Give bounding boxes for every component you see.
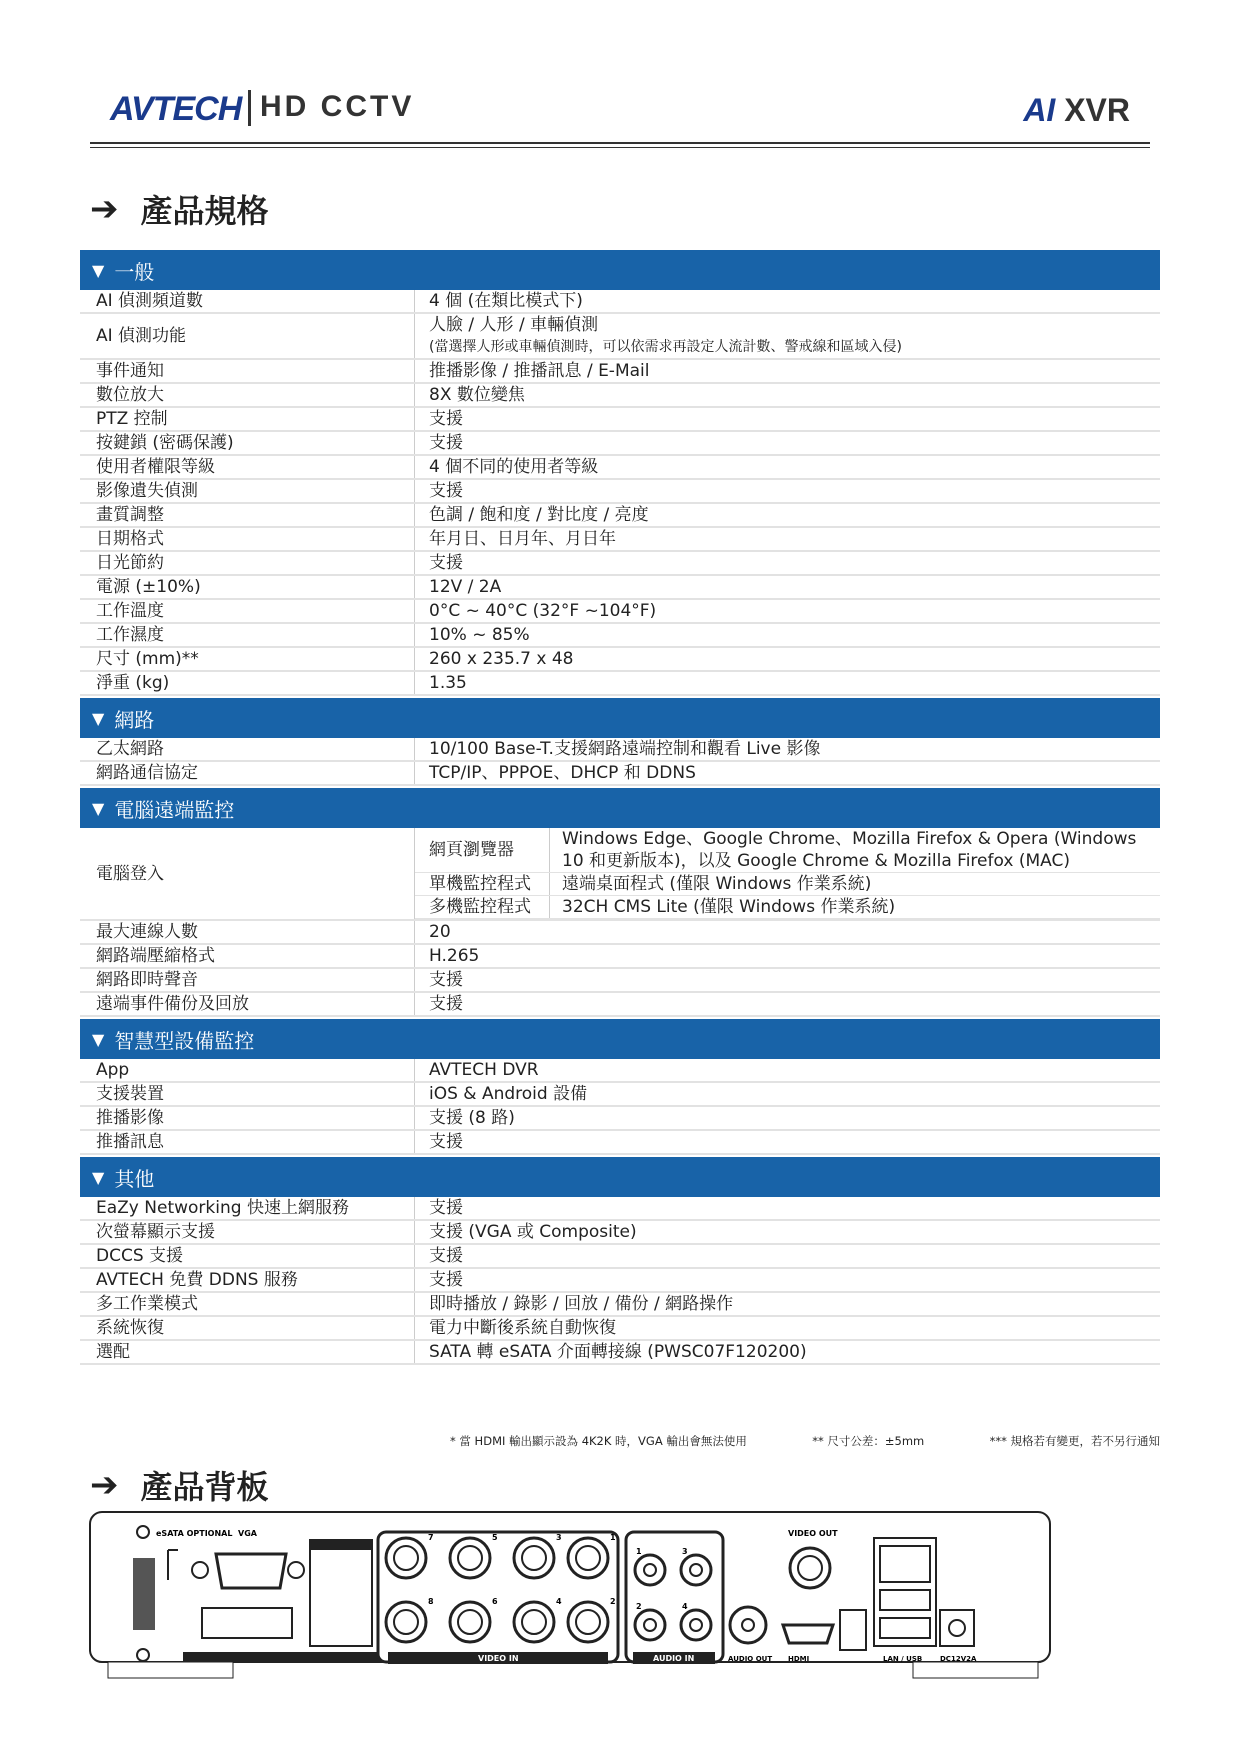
footnote-2: ** 尺寸公差：±5mm — [812, 1434, 925, 1448]
spec-value: 4 個 (在類比模式下) — [429, 291, 583, 311]
spec-value: 4 個不同的使用者等級 — [429, 457, 599, 477]
video-out-label: VIDEO OUT — [788, 1529, 838, 1538]
spec-row — [80, 1293, 1160, 1317]
spec-key: DCCS 支援 — [80, 1245, 415, 1267]
triangle-down-icon: ▼ — [92, 798, 105, 818]
channel-number: 7 — [428, 1533, 434, 1542]
spec-key: AVTECH 免費 DDNS 服務 — [80, 1269, 415, 1291]
audio-channel-number: 2 — [636, 1602, 642, 1611]
spec-key: 工作濕度 — [80, 624, 415, 646]
spec-row — [80, 480, 1160, 504]
ai-xvr-logo: AI XVR — [1023, 92, 1130, 128]
spec-title: ➔ 產品規格 — [90, 189, 269, 230]
dc-label: DC12V2A — [940, 1655, 977, 1663]
spec-row — [80, 1317, 1160, 1341]
sub-row — [415, 896, 1160, 919]
spec-key: 最大連線人數 — [80, 921, 415, 943]
spec-value: 支援 — [429, 970, 463, 990]
spec-row — [80, 738, 1160, 762]
spec-key: 多工作業模式 — [80, 1293, 415, 1315]
logo-divider — [248, 90, 251, 126]
arrow-icon: ➔ — [90, 1465, 119, 1505]
sub-value: Windows Edge、Google Chrome、Mozilla Firefox & Opera (Windows 10 和更新版本)，以及 Google Chrome & Mozilla Firefox (MAC) — [562, 829, 1137, 871]
spec-value: 8X 數位變焦 — [429, 385, 525, 405]
spec-value: 支援 (8 路) — [429, 1108, 515, 1128]
spec-row — [80, 290, 1160, 314]
audio-out-label: AUDIO OUT — [728, 1655, 773, 1663]
spec-key: 工作溫度 — [80, 600, 415, 622]
spec-key: 系統恢復 — [80, 1317, 415, 1339]
spec-value: 人臉 / 人形 / 車輛偵測 (當選擇人形或車輛偵測時，可以依需求再設定人流計數、警戒線和區域入侵) — [429, 315, 902, 355]
channel-number: 5 — [492, 1533, 498, 1542]
header-rule-thin — [90, 147, 1150, 148]
spec-row — [80, 1245, 1160, 1269]
spec-key: 遠端事件備份及回放 — [80, 993, 415, 1015]
spec-value: 支援 — [429, 481, 463, 501]
audio-channel-number: 1 — [636, 1547, 642, 1556]
section-band: ▼ 其他 — [80, 1157, 1160, 1197]
spec-row — [80, 384, 1160, 408]
spec-key: EaZy Networking 快速上網服務 — [80, 1197, 415, 1219]
spec-key: 日光節約 — [80, 552, 415, 574]
header — [90, 80, 1150, 150]
spec-key: 電源 (±10%) — [80, 576, 415, 598]
spec-key: 電腦登入 — [80, 828, 415, 919]
spec-row — [80, 624, 1160, 648]
spec-row — [80, 1269, 1160, 1293]
spec-value: 支援 — [429, 1132, 463, 1152]
back-panel-title: ➔ 產品背板 — [90, 1465, 269, 1506]
spec-value: AVTECH DVR — [429, 1060, 539, 1080]
audio-channel-number: 4 — [682, 1602, 688, 1611]
spec-row — [80, 432, 1160, 456]
triangle-down-icon: ▼ — [92, 1029, 105, 1049]
spec-value: 電力中斷後系統自動恢復 — [429, 1318, 616, 1338]
spec-row — [80, 969, 1160, 993]
hd-cctv-logo: HD CCTV — [260, 90, 415, 123]
spec-value: TCP/IP、PPPOE、DHCP 和 DDNS — [429, 763, 696, 783]
spec-key: 網路通信協定 — [80, 762, 415, 784]
spec-table — [80, 248, 1160, 1365]
spec-value: 色調 / 飽和度 / 對比度 / 亮度 — [429, 505, 649, 525]
channel-number: 2 — [610, 1597, 616, 1606]
spec-value: 0°C ~ 40°C (32°F ~104°F) — [429, 601, 657, 621]
spec-row — [80, 408, 1160, 432]
spec-row — [80, 552, 1160, 576]
section-band: ▼ 電腦遠端監控 — [80, 788, 1160, 828]
triangle-down-icon: ▼ — [92, 1167, 105, 1187]
spec-key: 網路即時聲音 — [80, 969, 415, 991]
section-band: ▼ 智慧型設備監控 — [80, 1019, 1160, 1059]
spec-row — [80, 1107, 1160, 1131]
spec-row — [80, 314, 1160, 360]
spec-row — [80, 528, 1160, 552]
spec-key: 推播訊息 — [80, 1131, 415, 1153]
spec-value: 年月日、日月年、月日年 — [429, 529, 616, 549]
video-in-label: VIDEO IN — [478, 1654, 519, 1663]
spec-key: 畫質調整 — [80, 504, 415, 526]
hdmi-label: HDMI — [788, 1655, 810, 1663]
spec-row — [80, 672, 1160, 696]
sub-key: 多機監控程式 — [415, 896, 550, 918]
spec-row — [80, 921, 1160, 945]
spec-row — [80, 456, 1160, 480]
header-rule — [90, 142, 1150, 144]
footnote-1: * 當 HDMI 輸出顯示設為 4K2K 時，VGA 輸出會無法使用 — [450, 1434, 747, 1448]
spec-row — [80, 1131, 1160, 1155]
spec-key: 尺寸 (mm)** — [80, 648, 415, 670]
spec-row — [80, 576, 1160, 600]
spec-key: PTZ 控制 — [80, 408, 415, 430]
sub-row — [415, 828, 1160, 873]
footnote-3: *** 規格若有變更，若不另行通知 — [989, 1434, 1160, 1448]
spec-value: 12V / 2A — [429, 577, 502, 597]
spec-row — [80, 360, 1160, 384]
spec-key: 淨重 (kg) — [80, 672, 415, 694]
spec-row — [80, 600, 1160, 624]
spec-key: AI 偵測頻道數 — [80, 290, 415, 312]
triangle-down-icon: ▼ — [92, 708, 105, 728]
spec-key: 次螢幕顯示支援 — [80, 1221, 415, 1243]
spec-row — [80, 1221, 1160, 1245]
audio-channel-number: 3 — [682, 1547, 688, 1556]
spec-key: 乙太網路 — [80, 738, 415, 760]
spec-row — [80, 993, 1160, 1017]
footnotes — [450, 1433, 1160, 1449]
spec-value: 20 — [429, 922, 451, 942]
spec-value: 支援 — [429, 553, 463, 573]
spec-value: 支援 — [429, 433, 463, 453]
spec-value: 10/100 Base-T.支援網路遠端控制和觀看 Live 影像 — [429, 739, 821, 759]
spec-key: App — [80, 1059, 415, 1081]
channel-number: 8 — [428, 1597, 434, 1606]
spec-value: 10% ~ 85% — [429, 625, 530, 645]
spec-value: 即時播放 / 錄影 / 回放 / 備份 / 網路操作 — [429, 1294, 734, 1314]
spec-row — [80, 504, 1160, 528]
section-band: ▼ 網路 — [80, 698, 1160, 738]
spec-row — [80, 945, 1160, 969]
warning-label — [310, 1540, 372, 1646]
sub-row — [415, 873, 1160, 896]
triangle-down-icon: ▼ — [92, 260, 105, 280]
spec-value: SATA 轉 eSATA 介面轉接線 (PWSC07F120200) — [429, 1342, 807, 1362]
spec-key: 網路端壓縮格式 — [80, 945, 415, 967]
spec-value: 支援 — [429, 1246, 463, 1266]
channel-number: 6 — [492, 1597, 498, 1606]
spec-key: AI 偵測功能 — [80, 314, 415, 358]
sub-value: 32CH CMS Lite (僅限 Windows 作業系統) — [562, 897, 896, 917]
sub-value: 遠端桌面程式 (僅限 Windows 作業系統) — [562, 874, 872, 894]
spec-key: 事件通知 — [80, 360, 415, 382]
vga-label: VGA — [238, 1529, 257, 1538]
avtech-logo: AVTECH — [110, 90, 242, 128]
channel-number: 3 — [556, 1533, 562, 1542]
audio-in-label: AUDIO IN — [653, 1654, 695, 1663]
spec-row — [80, 648, 1160, 672]
spec-row — [80, 1059, 1160, 1083]
spec-value: H.265 — [429, 946, 480, 966]
spec-value: 1.35 — [429, 673, 467, 693]
arrow-icon: ➔ — [90, 189, 119, 229]
spec-key: 按鍵鎖 (密碼保護) — [80, 432, 415, 454]
spec-row — [80, 1341, 1160, 1365]
spec-value: 支援 — [429, 1270, 463, 1290]
spec-key: 推播影像 — [80, 1107, 415, 1129]
sub-key: 單機監控程式 — [415, 873, 550, 895]
spec-key: 日期格式 — [80, 528, 415, 550]
channel-number: 4 — [556, 1597, 562, 1606]
spec-value: iOS & Android 設備 — [429, 1084, 588, 1104]
esata-slot — [133, 1558, 155, 1630]
spec-value: 260 x 235.7 x 48 — [429, 649, 574, 669]
spec-key: 數位放大 — [80, 384, 415, 406]
lan-usb-label: LAN / USB — [883, 1655, 923, 1663]
spec-value: 支援 — [429, 409, 463, 429]
spec-row — [80, 828, 1160, 921]
spec-value: 支援 (VGA 或 Composite) — [429, 1222, 637, 1242]
spec-value: 推播影像 / 推播訊息 / E-Mail — [429, 361, 650, 381]
spec-row — [80, 1197, 1160, 1221]
channel-number: 1 — [610, 1533, 616, 1542]
sub-key: 網頁瀏覽器 — [415, 828, 550, 872]
spec-value: 支援 — [429, 994, 463, 1014]
spec-row — [80, 1083, 1160, 1107]
spec-key: 使用者權限等級 — [80, 456, 415, 478]
spec-row — [80, 762, 1160, 786]
esata-label: eSATA OPTIONAL — [156, 1529, 233, 1538]
spec-key: 支援裝置 — [80, 1083, 415, 1105]
rear-panel-diagram — [88, 1510, 1053, 1682]
spec-key: 選配 — [80, 1341, 415, 1363]
section-band: ▼ 一般 — [80, 250, 1160, 290]
spec-value: 支援 — [429, 1198, 463, 1218]
spec-key: 影像遺失偵測 — [80, 480, 415, 502]
